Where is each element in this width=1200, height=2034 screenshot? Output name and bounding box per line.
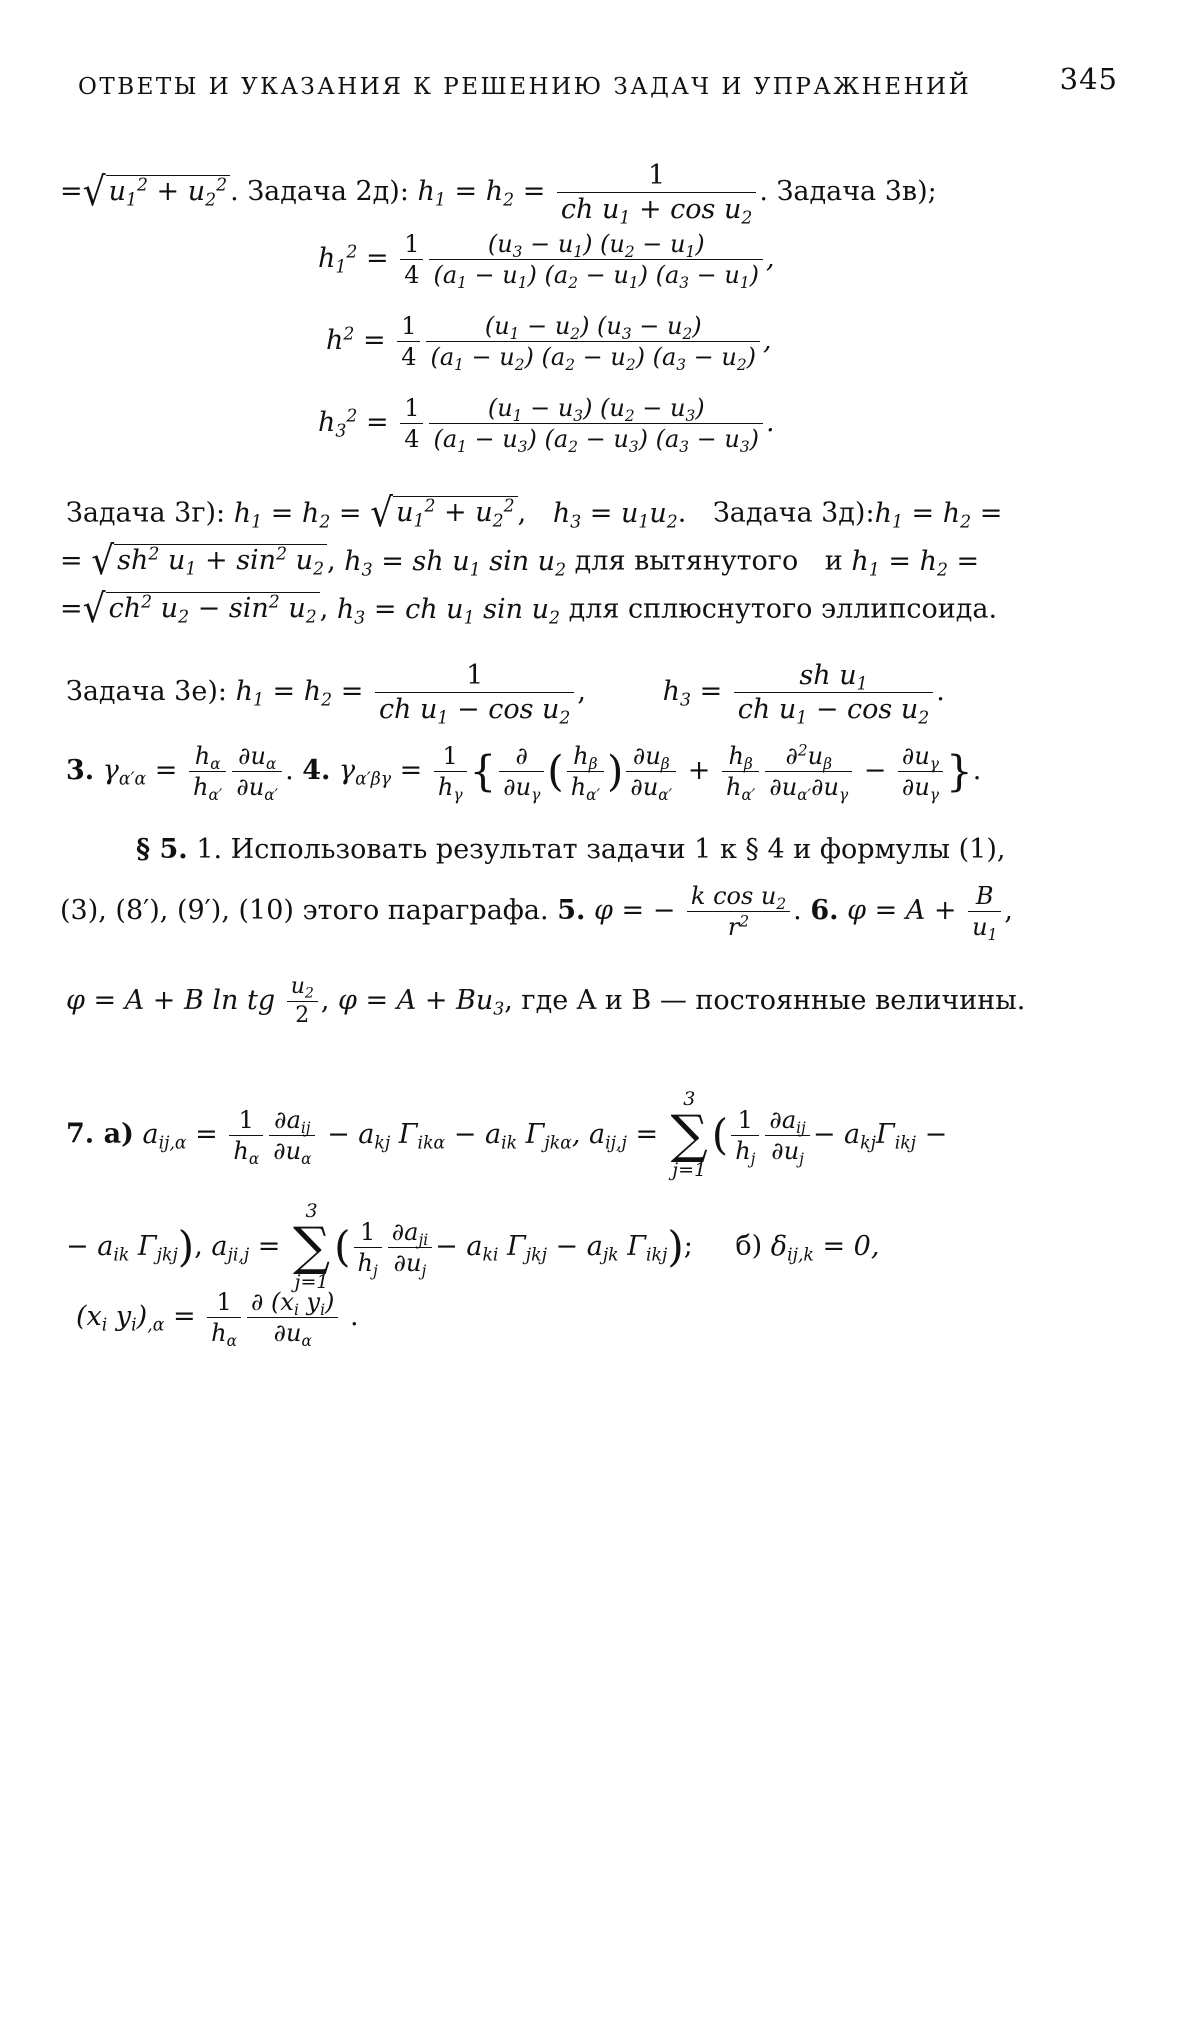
formula-line-oblate: = √ $ch^2$ $u_2 - \sin^2 u_2$ , $h_3$ = ch $u_1$ $\sin u_2$ для сплюснутого эллипсоида. <box>60 586 998 632</box>
formula-line-task-3e: Задача 3е): $h_1 = h_2$ = $\frac{1}{ch u_1 - \cos u_2}$ , $h_3$ = $\frac{sh u_1}{ch u_1 - \cos u_2}$ . <box>66 660 945 729</box>
sqrt-expression: √ $u_1^2 + u_2^2$ <box>83 175 231 211</box>
page-header <box>78 62 1118 102</box>
task-3v-label: Задача 3в); <box>776 176 937 207</box>
item-3-label: 3. <box>66 755 95 786</box>
item-4-label: 4. <box>302 755 331 786</box>
section-5-line-2: (3), (8′), (9′), (10) этого параграфа. 5. φ = − $\frac{k \cos u_2}{r^2}$ . 6. φ = A + $\frac{B}{u_1}$ , <box>60 882 1013 944</box>
task-3d-label: Задача 3д): <box>712 497 875 529</box>
formula-line-prolate: = √ $sh^2$ $u_1 + \sin^2 u_2$ , $h_3$ = sh $u_1$ $\sin u_2$ для вытянутого и $h_1 = h_2$ = <box>60 538 980 584</box>
formula-h3-squared: $h_3^2$ = $\frac{1}{4}$ $\frac{(u_1 - u_3) (u_2 - u_3)}{(a_1 - u_3) (a_2 - u_3) (a_3 - u_3)}$ . <box>318 394 775 456</box>
task-2d-label: Задача 2д): <box>247 176 409 207</box>
section-5-line-1 <box>136 836 1005 863</box>
item-7b-label: б) <box>735 1230 763 1262</box>
running-title: ОТВЕТЫ И УКАЗАНИЯ К РЕШЕНИЮ ЗАДАЧ И УПРАЖНЕНИЙ <box>78 74 972 100</box>
item-6-label: 6. <box>810 895 839 926</box>
formula-line-item-7a: 7. а) $a_{ij,\alpha}$ = $\frac{1}{h_\alpha}$ $\partial a_{ij}$ $\partial u_\alpha$ − $a_{kj}$ $\Gamma_{ik\alpha} - a_{ik}$ $\Gamma_{jk\alpha}$, $a_{ij,j}$ = 3 ∑ j=1 ( $\frac{1}{h_j}$ $\partial a_{ij}$ $\partial u_j$ − $a_{kj}\Gamma_{ikj}$ − <box>66 1088 948 1181</box>
item-7a-label: 7. а) <box>66 1118 134 1150</box>
formula-line-1: = √ $u_1^2 + u_2^2$ . Задача 2д): $h_1 = h_2$ = $\frac{1}{ch u_1 + \cos u_2}$ . Задача 3в); <box>60 160 937 229</box>
prolate-text: для вытянутого <box>574 545 799 577</box>
section-mark: § 5. <box>136 834 188 865</box>
formula-h2-squared: $h^2$ = $\frac{1}{4}$ $\frac{(u_1 - u_2) (u_3 - u_2)}{(a_1 - u_2) (a_2 - u_2) (a_3 - u_2)}$ , <box>326 312 772 374</box>
task-3e-label: Задача 3е): <box>66 676 227 707</box>
item-5-label: 5. <box>557 895 586 926</box>
formula-line-item-7b-cont: ($x_i$ $y_i)_{,\alpha}$ = $\frac{1}{h_\alpha}$ $\frac{\partial (x_i y_i)}{\partial u_\alpha}$ . <box>76 1288 359 1350</box>
formula-line-items-3-4: 3. $\gamma_{\alpha'\alpha}$ = $\frac{h_\alpha}{h_{\alpha'}}$ $\frac{\partial u_\alpha}{\partial u_{\alpha'}}$ . 4. $\gamma_{\alpha'\beta\gamma}$ = $\frac{1}{h_\gamma}$ { ∂ $\partial u_\gamma$ ( $\frac{h_\beta}{h_{\alpha'}}$ ) $\frac{\partial u_\beta}{\partial u_{\alpha'}}$ + $\frac{h_\beta}{h_{\alpha'}}$ $\frac{\partial^2u_\beta}{\partial u_{\alpha'}\partial u_\gamma}$ − $\frac{\partial u_\gamma}{\partial u_\gamma}$ }. <box>66 741 982 804</box>
formula-line-item-7a-cont: − $a_{ik}$ $\Gamma_{jkj}$), $a_{ji,j}$ = 3 ∑ j=1 ( $\frac{1}{h_j}$ $\partial a_{ji}$ $\partial u_j$ − $a_{ki}$ $\Gamma_{jkj} - a_{jk}$ $\Gamma_{ikj}$); б) $\delta_{ij,k} = 0$, <box>66 1200 880 1293</box>
oblate-text: для сплюснутого эллипсоида. <box>568 593 998 625</box>
and-word: и <box>824 545 843 577</box>
task-3g-label: Задача 3г): <box>66 497 226 529</box>
page-number: 345 <box>1059 62 1118 96</box>
fraction: $\frac{1}{ch u_1 + \cos u_2}$ <box>557 162 756 223</box>
item-1-text-cont: (3), (8′), (9′), (10) этого параграфа. <box>60 895 549 926</box>
section-5-line-3: φ = A + B ln tg $\frac{u_2}{2}$ , $\varphi = A + Bu_3$, где A и B — постоянные величины. <box>66 974 1026 1028</box>
item-1-text: 1. Использовать результат задачи 1 к § 4 и формулы (1), <box>196 834 1006 865</box>
constants-text: , где A и B — постоянные величины. <box>504 985 1026 1016</box>
formula-line-task-3g: Задача 3г): $h_1 = h_2$ = √ $u_1^2 + u_2^2$ , $h_3 = u_1u_2$. Задача $3д):h_1 = h_2$ = <box>66 490 1003 536</box>
formula-h1-squared: $h_1^2$ = $\frac{1}{4}$ $\frac{(u_3 - u_1) (u_2 - u_1)}{(a_1 - u_1) (a_2 - u_1) (a_3 - u_1)}$ , <box>318 230 775 292</box>
